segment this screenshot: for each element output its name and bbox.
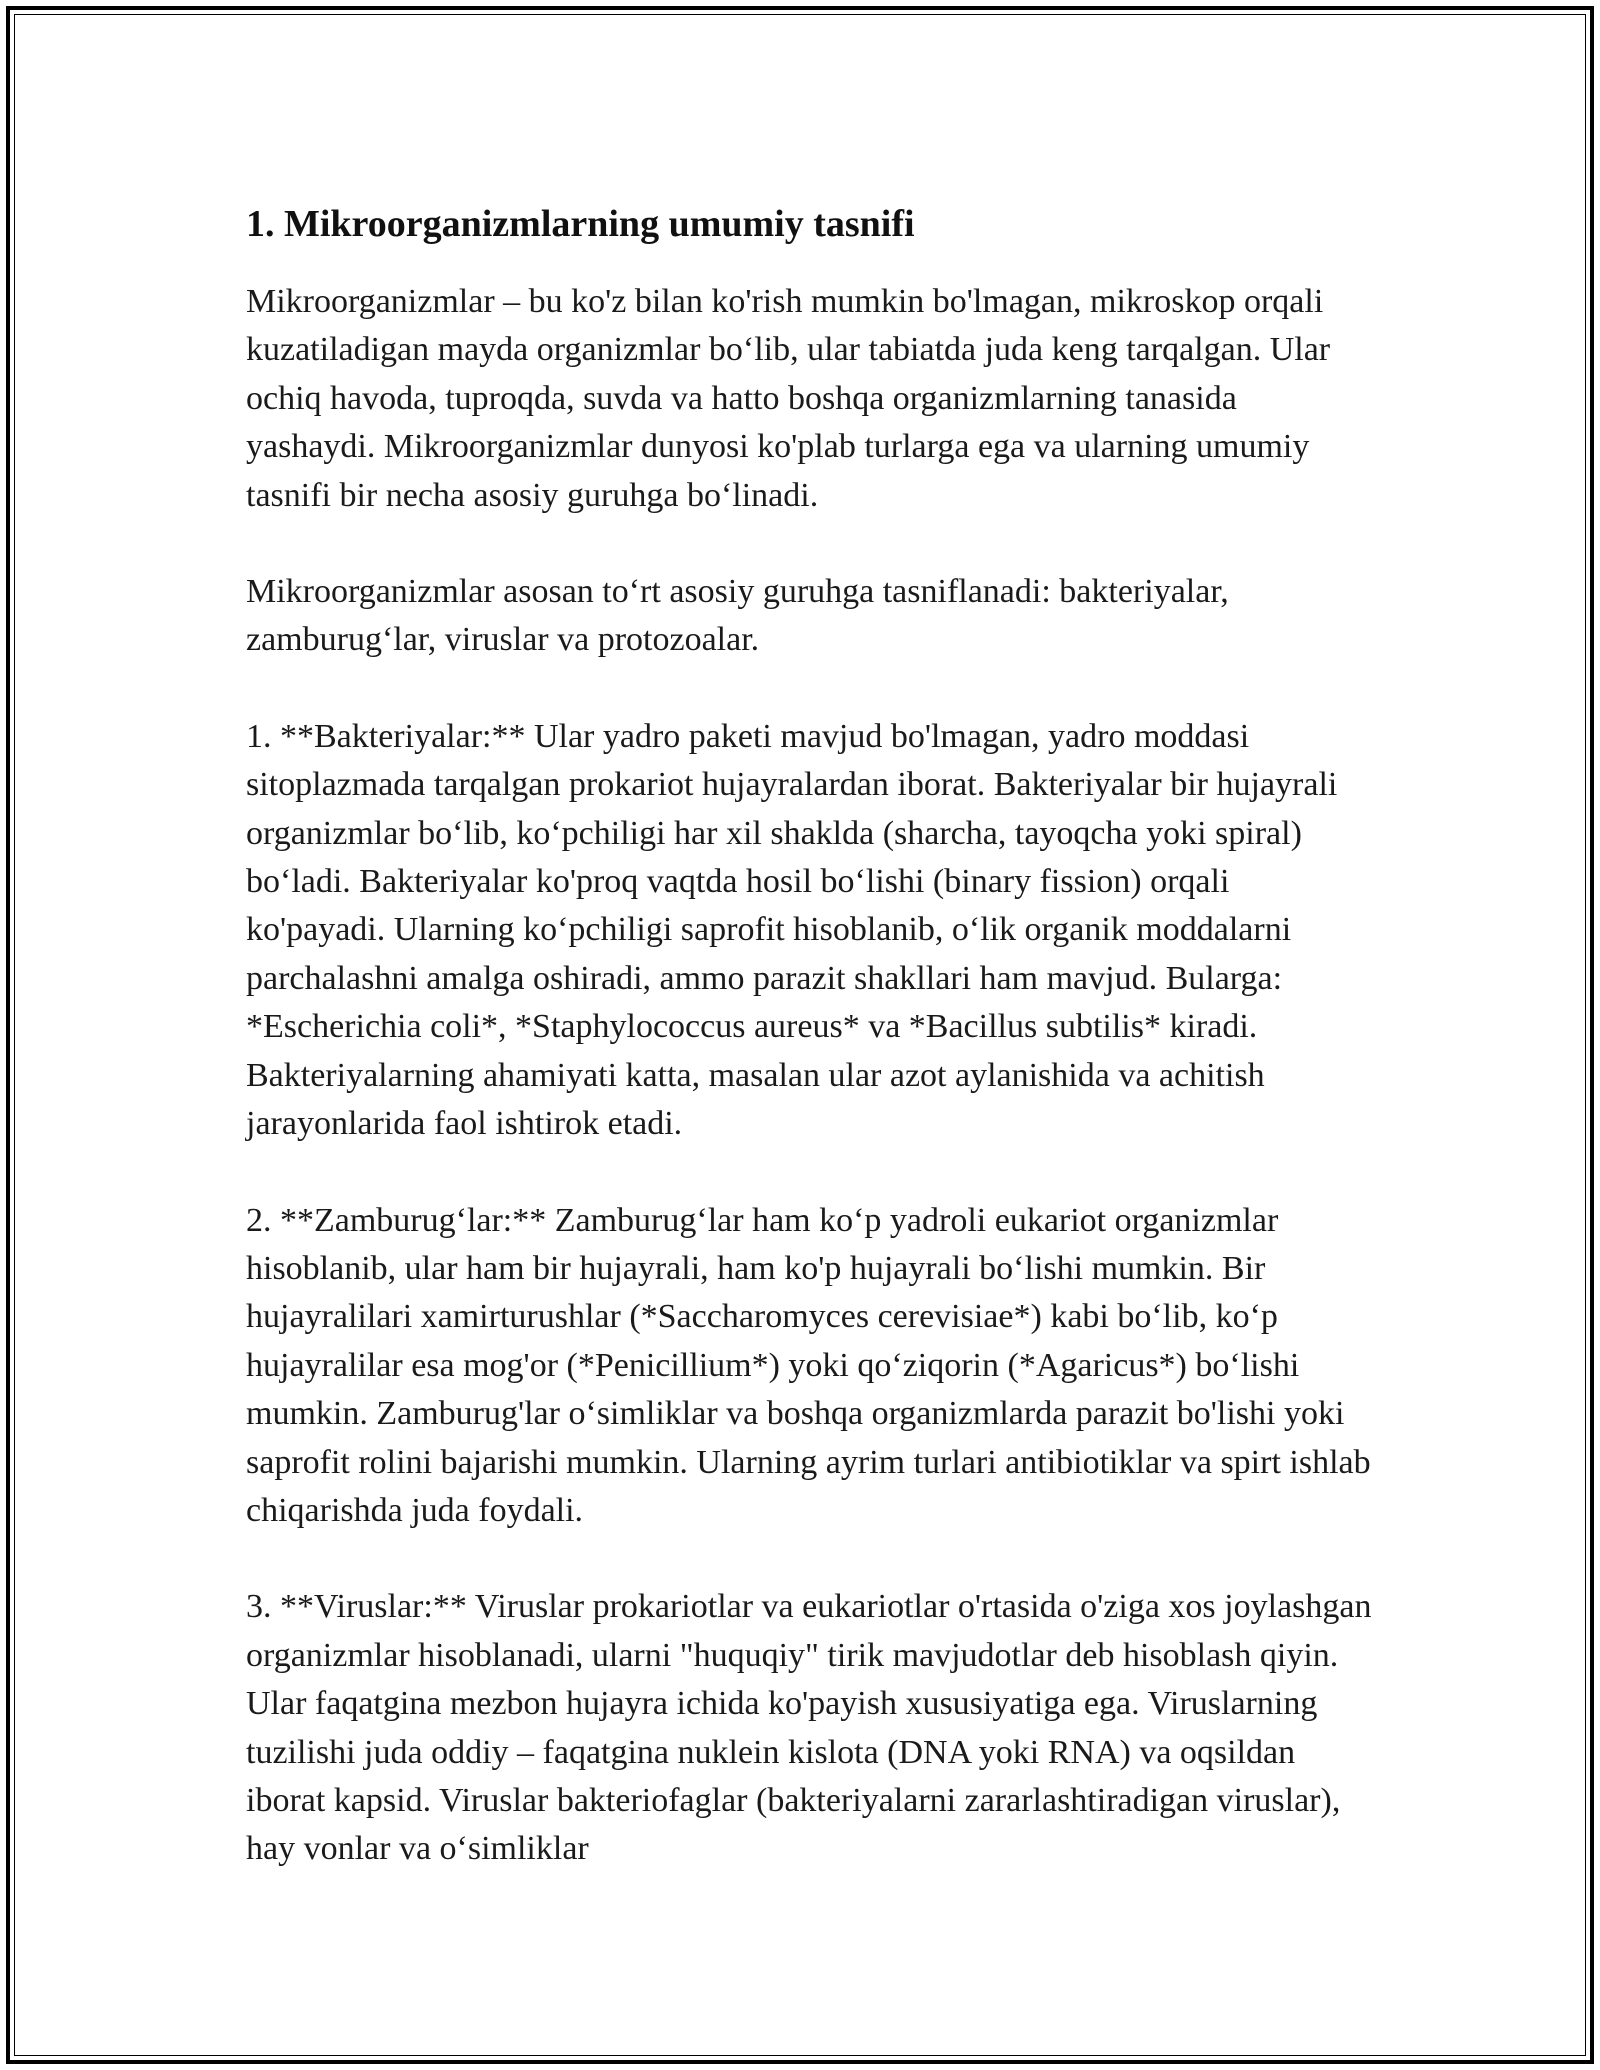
paragraph-viruses: 3. **Viruslar:** Viruslar prokariotlar va eukariotlar o'rtasida o'ziga xos joylashgan organizmlar hisoblanadi, ularni "huquqiy" tirik mavjudotlar deb hisoblash qiyin. Ular faqatgina mezbon hujayra ichida ko'payish xususiyatiga ega. Viruslarning tuzilishi juda oddiy – faqatgina nuklein kislota (DNA yoki RNA) va oqsildan iborat kapsid. Viruslar bakteriofaglar (bakteriyalarni zararlashtiradigan viruslar), hay vonlar va o‘simliklar [246, 1588, 1372, 1868]
document-body [246, 198, 1374, 1874]
paragraph-fungi: 2. **Zamburug‘lar:** Zamburug‘lar ham ko‘p yadroli eukariot organizmlar hisoblanib, ular ham bir hujayrali, ham ko'p hujayrali bo‘lishi mumkin. Bir hujayralilari xamirturushlar (*Saccharomyces cerevisiae*) kabi bo‘lib, ko‘p hujayralilar esa mog'or (*Penicillium*) yoki qo‘ziqorin (*Agaricus*) bo‘lishi mumkin. Zamburug'lar o‘simliklar va boshqa organizmlarda parazit bo'lishi yoki saprofit rolini bajarishi mumkin. Ularning ayrim turlari antibiotiklar va spirt ishlab chiqarishda juda foydali. [246, 1201, 1371, 1529]
page-border [6, 6, 1594, 2064]
section-heading: 1. Mikroorganizmlarning umumiy tasnifi [246, 203, 915, 245]
paragraph-groups: Mikroorganizmlar asosan to‘rt asosiy guruhga tasniflanadi: bakteriyalar, zamburug‘lar, viruslar va protozoalar. [246, 573, 1229, 659]
paragraph-bacteria: 1. **Bakteriyalar:** Ular yadro paketi mavjud bo'lmagan, yadro moddasi sitoplazmada tarqalgan prokariot hujayralardan iborat. Bakteriyalar bir hujayrali organizmlar bo‘lib, ko‘pchiligi har xil shaklda (sharcha, tayoqcha yoki spiral) bo‘ladi. Bakteriyalar ko'proq vaqtda hosil bo‘lishi (binary fission) orqali ko'payadi. Ularning ko‘pchiligi saprofit hisoblanib, o‘lik organik moddalarni parchalashni amalga oshiradi, ammo parazit shakllari ham mavjud. Bularga: *Escherichia coli*, *Staphylococcus aureus* va *Bacillus subtilis* kiradi. Bakteriyalarning ahamiyati katta, masalan ular azot aylanishida va achitish jarayonlarida faol ishtirok etadi. [246, 717, 1338, 1143]
paragraph-intro: Mikroorganizmlar – bu ko'z bilan ko'rish mumkin bo'lmagan, mikroskop orqali kuzatiladigan mayda organizmlar bo‘lib, ular tabiatda juda keng tarqalgan. Ular ochiq havoda, tuproqda, suvda va hatto boshqa organizmlarning tanasida yashaydi. Mikroorganizmlar dunyosi ko'plab turlarga ega va ularning umumiy tasnifi bir necha asosiy guruhga bo‘linadi. [246, 283, 1331, 514]
